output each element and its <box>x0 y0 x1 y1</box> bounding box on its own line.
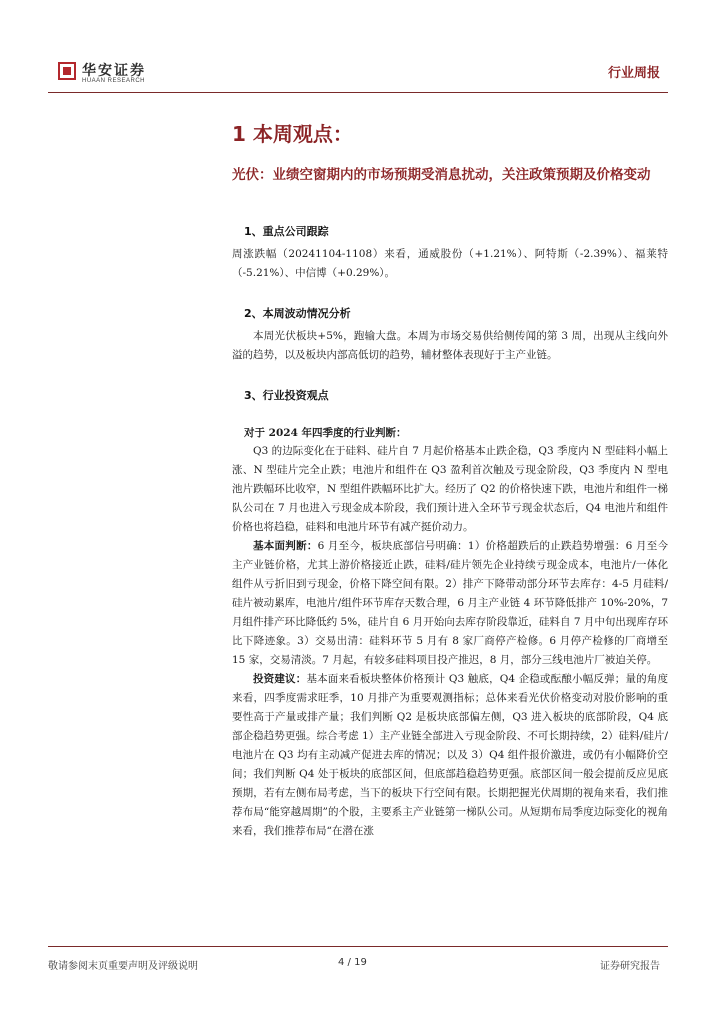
fundamentals-text: 6 月至今，板块底部信号明确：1）价格超跌后的止跌趋势增强：6 月至今主产业链价格，尤其上游价格接近止跌，硅料/硅片领先企业持续亏现金成本，电池片/一体化组件从亏折旧到亏现金，价格下降空间有限。2）排产下降带动部分环节去库存：4-5 月硅料/硅片被动累库，电池片/组件环节库存天数合理，6 月主产业链 4 环节降低排产 10%-20%，7 月组件排产环比降低约 5%，硅片自 6 月开始向去库存阶段靠近，硅料自 7 月中旬出现库存环比下降迹象。3）交易出清：硅料环节 5 月有 8 家厂商停产检修。6 月停产检修的厂商增至 15 家，交易清淡。7 月起，有较多硅料项目投产推迟，8 月，部分三线电池片厂被迫关停。 <box>232 540 668 666</box>
part3-paragraph-3 <box>232 670 668 841</box>
part3-subheading: 对于 2024 年四季度的行业判断： <box>244 427 407 439</box>
brand-logo-icon <box>58 62 76 80</box>
fundamentals-label: 基本面判断： <box>253 540 318 552</box>
part1-text: 周涨跌幅（20241104-1108）来看，通威股份（+1.21%）、阿特斯（-2.39%）、福莱特（-5.21%）、中信博（+0.29%）。 <box>232 248 668 279</box>
part2-text: 本周光伏板块+5%，跑输大盘。本周为市场交易供给侧传闻的第 3 周，出现从主线向外溢的趋势，以及板块内部高低切的趋势，辅材整体表现好于主产业链。 <box>232 330 668 361</box>
main-content <box>232 118 668 841</box>
part2-heading: 2、本周波动情况分析 <box>244 307 351 320</box>
part1-heading: 1、重点公司跟踪 <box>244 225 329 238</box>
report-type-label: 行业周报 <box>607 66 660 81</box>
investment-advice-text: 基本面来看板块整体价格预计 Q3 触底，Q4 企稳或酝酿小幅反弹；量的角度来看，四季度需求旺季，10 月排产为重要观测指标；总体来看光伏价格变动对股价影响的重要性高于产量或排产量；我们判断 Q2 是板块底部偏左侧，Q3 进入板块的底部阶段，Q4 底部企稳趋势更强。综合考虑 1）主产业链全部进入亏现金阶段、不可长期持续，2）硅料/硅片/电池片在 Q3 均有主动减产促进去库的情况；以及 3）Q4 组件报价激进，或仍有小幅降价空间；我们判断 Q4 处于板块的底部区间，但底部趋稳趋势更强。底部区间一般会提前反应见底预期，若有左侧布局考虑，当下的板块下行空间有限。长期把握光伏周期的视角来看，我们推荐布局“能穿越周期”的个股，主要系主产业链第一梯队公司。从短期布局季度边际变化的视角来看，我们推荐布局“在潜在涨 <box>232 673 668 837</box>
page-header <box>48 56 668 93</box>
part3-heading: 3、行业投资观点 <box>244 389 329 402</box>
footer-tag: 证券研究报告 <box>600 961 660 972</box>
footer-disclaimer: 敬请参阅末页重要声明及评级说明 <box>48 961 198 972</box>
investment-advice-label: 投资建议： <box>253 673 307 685</box>
part3-paragraph-1: Q3 的边际变化在于硅料、硅片自 7 月起价格基本止跌企稳，Q3 季度内 N 型硅料小幅上涨、N 型硅片完全止跌；电池片和组件在 Q3 盈利首次触及亏现金阶段，Q3 季度内 N 型电池片跌幅环比收窄，N 型组件跌幅环比扩大。经历了 Q2 的价格快速下跌，电池片和组件一梯队公司在 7 月也进入亏现金成本阶段，我们预计进入全环节亏现金状态后，Q4 电池片和组件价格也将趋稳，硅料和电池片环节有减产挺价动力。 <box>232 445 668 533</box>
brand-name-en: HUAAN RESEARCH <box>82 78 146 84</box>
section-lead: 光伏：业绩空窗期内的市场预期受消息扰动，关注政策预期及价格变动 <box>232 167 651 183</box>
page-footer <box>48 946 668 977</box>
section-title: 1 本周观点： <box>232 122 353 146</box>
brand-name-cn: 华安证券 <box>82 63 146 79</box>
part3-paragraph-2 <box>232 537 668 670</box>
page-number: 4 / 19 <box>338 957 367 968</box>
